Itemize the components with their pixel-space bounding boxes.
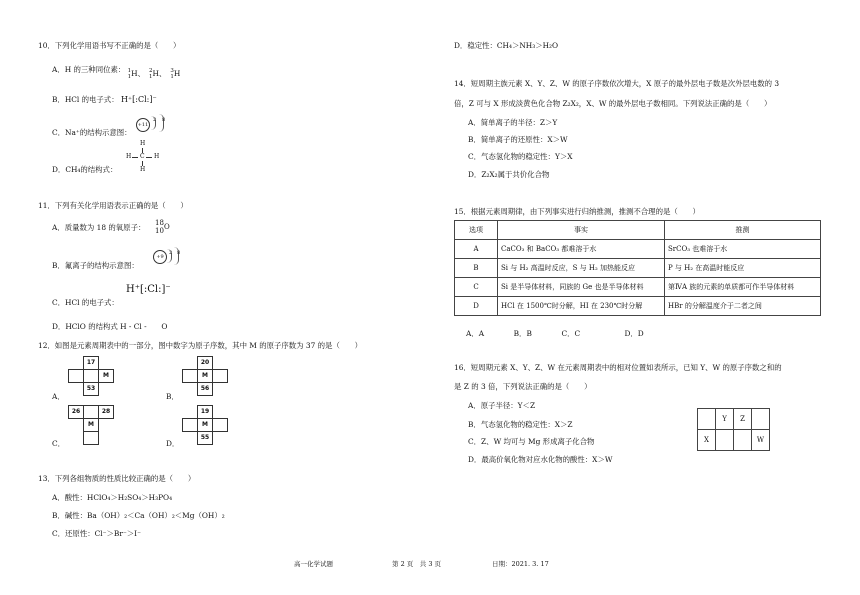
q15-row-a-label: A <box>455 240 498 259</box>
ch4-h-right: H <box>154 153 160 160</box>
isotope-symbol <box>128 68 145 80</box>
q10-c-prefix: C．Na⁺的结构示意图： <box>52 128 132 137</box>
grid-b-top: 20 <box>198 357 213 370</box>
q15-header-guess: 推测 <box>665 221 821 240</box>
isotope-mass: 2 <box>148 68 153 74</box>
f-ion-nucleus-diagram: +9 <box>153 250 167 264</box>
na-nucleus-diagram: +11 <box>136 118 150 132</box>
table-row <box>455 278 821 297</box>
grid-c-topr: 28 <box>99 406 114 419</box>
f-shell-2-count: 8 <box>177 250 181 256</box>
grid-d-m: M <box>198 419 213 432</box>
f-shell-1-count: 2 <box>169 250 173 256</box>
q11-c-formula: H⁺[:Cl:]⁻ <box>126 284 171 295</box>
q14-option-b: B．简单离子的还原性：X＞W <box>468 135 568 144</box>
grid-a-m: M <box>99 370 114 383</box>
q15-header-row <box>455 221 821 240</box>
q10-isotopes <box>127 65 185 80</box>
grid-b-m: M <box>198 370 213 383</box>
grid-c-m: M <box>84 419 99 432</box>
q12-grid-b <box>182 356 228 396</box>
na-shell-2-count: 8 <box>162 117 166 123</box>
q16-cell-z: Z <box>734 409 752 430</box>
table-row <box>455 297 821 316</box>
q13-option-d: D．稳定性：CH₄＞NH₃＞H₂O <box>454 41 559 50</box>
q11-a-num: 10 <box>155 227 164 235</box>
q15-row-a-guess: SrCO₃ 也难溶于水 <box>665 240 821 259</box>
q10-option-d <box>52 166 117 175</box>
isotope-separator: 、 <box>158 68 167 78</box>
q10-option-a <box>52 66 184 80</box>
q14-stem-line2: 倍，Z 可与 X 形成淡黄色化合物 Z₂X₂，X、W 的最外层电子数相同。下列说法正确的是（ ） <box>454 99 772 108</box>
q10-b-formula: H⁺[:Cl:]⁻ <box>120 95 157 104</box>
q15-row-c-label: C <box>455 278 498 297</box>
q10-option-c <box>52 129 132 138</box>
q13-stem: 13．下列各组物质的性质比较正确的是（ ） <box>38 474 196 483</box>
q12-option-d-label: D． <box>166 439 180 448</box>
q16-position-table <box>697 408 770 451</box>
footer-page-number: 第 2 页 共 3 页 <box>392 560 442 568</box>
na-shell-1-count: 2 <box>153 117 157 123</box>
q11-option-b <box>52 262 139 271</box>
q16-cell <box>698 409 716 430</box>
q14-option-c: C．气态氢化物的稳定性：Y＞X <box>468 152 573 161</box>
q15-row-d-fact: HCl 在 1500℃时分解，HI 在 230℃时分解 <box>498 297 665 316</box>
q11-a-prefix: A．质量数为 18 的氧原子： <box>52 223 146 232</box>
isotope-mass: 3 <box>170 68 174 74</box>
q16-stem-line2: 是 Z 的 3 倍，下列说法正确的是（ ） <box>454 382 592 391</box>
footer-subject: 高一化学试题 <box>294 560 333 568</box>
q13-option-b: B．碱性：Ba（OH）₂＜Ca（OH）₂＜Mg（OH）₂ <box>52 511 225 520</box>
isotope-number: 1 <box>170 74 174 80</box>
q12-option-b-label: B． <box>166 392 179 401</box>
q10-d-prefix: D．CH₄的结构式： <box>52 165 118 174</box>
q15-row-a-fact: CaCO₃ 和 BaCO₃ 都难溶于水 <box>498 240 665 259</box>
ch4-bond-right <box>146 157 152 158</box>
q11-c-prefix: C．HCl 的电子式： <box>52 298 119 307</box>
q12-option-a-label: A． <box>52 392 65 401</box>
ch4-h-left: H <box>126 153 132 160</box>
ch4-h-top: H <box>140 140 146 147</box>
isotope-separator: 、 <box>137 68 145 78</box>
q15-row-c-fact: Si 是半导体材料，同族的 Ge 也是半导体材料 <box>498 278 665 297</box>
grid-a-bottom: 53 <box>84 383 99 396</box>
isotope-element: H <box>152 68 159 78</box>
q11-b-prefix: B．氟离子的结构示意图： <box>52 261 139 270</box>
q15-row-b-fact: Si 与 H₂ 高温时反应，S 与 H₂ 加热能反应 <box>498 259 665 278</box>
ch4-h-bottom: H <box>140 166 146 173</box>
q16-cell-w: W <box>752 430 770 451</box>
q15-table <box>454 220 821 316</box>
isotope-element: H <box>131 68 138 78</box>
q16-cell <box>734 430 752 451</box>
q16-cell <box>752 409 770 430</box>
q11-a-mass: 18 <box>155 219 164 227</box>
q16-option-c: C．Z、W 均可与 Mg 形成离子化合物 <box>468 437 595 446</box>
isotope-symbol <box>170 68 180 80</box>
q12-option-c-label: C． <box>52 439 66 448</box>
q15-row-d-guess: HBr 的分解温度介于二者之间 <box>665 297 821 316</box>
q16-cell-x: X <box>698 430 716 451</box>
q11-option-c <box>52 299 119 308</box>
q11-stem: 11．下列有关化学用语表示正确的是（ ） <box>38 201 188 210</box>
q10-stem: 10．下列化学用语书写不正确的是（ ） <box>38 41 181 50</box>
q15-row-b-label: B <box>455 259 498 278</box>
q11-option-d: D．HClO 的结构式 H - Cl - O <box>52 322 168 331</box>
q12-stem: 12．如图是元素周期表中的一部分，图中数字为原子序数，其中 M 的原子序数为 37 的是（ ） <box>38 341 363 350</box>
q15-answer-options: A．A B．B C．C D．D <box>466 329 644 338</box>
isotope-mass: 1 <box>127 68 132 74</box>
q15-row-d-label: D <box>455 297 498 316</box>
q16-stem-line1: 16．短周期元素 X、Y、Z、W 在元素周期表中的相对位置如表所示，已知 Y、W 的原子序数之和的 <box>454 363 782 372</box>
q16-cell-y: Y <box>716 409 734 430</box>
q14-option-d: D．Z₂X₂属于共价化合物 <box>468 170 550 179</box>
grid-d-bottom: 55 <box>198 432 213 445</box>
table-row <box>455 240 821 259</box>
q16-option-b: B．气态氢化物的稳定性：X＞Z <box>468 420 573 429</box>
q12-grid-c <box>68 405 114 445</box>
q12-grid-d <box>182 405 228 445</box>
ch4-c-center: C <box>140 153 145 160</box>
q14-option-a: A．简单离子的半径：Z＞Y <box>468 118 558 127</box>
q10-option-b <box>52 95 157 105</box>
grid-d-top: 19 <box>198 406 213 419</box>
isotope-number: 1 <box>148 74 153 80</box>
ch4-bond-left <box>132 157 138 158</box>
q14-stem-line1: 14．短周期主族元素 X、Y、Z、W 的原子序数依次增大，X 原子的最外层电子数是次外层电数的 3 <box>454 79 780 88</box>
q11-a-symbol: O <box>164 223 170 231</box>
isotope-number: 1 <box>127 74 132 80</box>
q11-option-a <box>52 224 145 233</box>
q12-grid-a <box>68 356 114 396</box>
grid-c-topl: 26 <box>69 406 84 419</box>
footer-date: 日期：2021. 3. 17 <box>492 560 549 568</box>
q15-stem: 15．根据元素周期律，由下列事实进行归纳推测，推测不合理的是（ ） <box>454 207 700 216</box>
q15-row-b-guess: P 与 H₂ 在高温时能反应 <box>665 259 821 278</box>
grid-b-bottom: 56 <box>198 383 213 396</box>
q13-option-a: A．酸性：HClO₄＞H₂SO₄＞H₃PO₄ <box>52 493 173 502</box>
isotope-symbol <box>149 68 166 80</box>
isotope-element: H <box>173 68 181 78</box>
q10-a-prefix: A．H 的三种同位素： <box>52 65 126 74</box>
q10-b-prefix: B．HCl 的电子式： <box>52 95 119 104</box>
grid-a-top: 17 <box>84 357 99 370</box>
q16-cell <box>716 430 734 451</box>
q15-header-option: 选项 <box>455 221 498 240</box>
q16-option-d: D．最高价氧化物对应水化物的酸性：X＞W <box>468 455 613 464</box>
q15-header-fact: 事实 <box>498 221 665 240</box>
table-row <box>455 259 821 278</box>
q15-row-c-guess: 第ⅣA 族的元素的单质都可作半导体材料 <box>665 278 821 297</box>
q16-option-a: A．原子半径：Y＜Z <box>468 401 536 410</box>
q13-option-c: C．还原性：Cl⁻＞Br⁻＞I⁻ <box>52 529 141 538</box>
